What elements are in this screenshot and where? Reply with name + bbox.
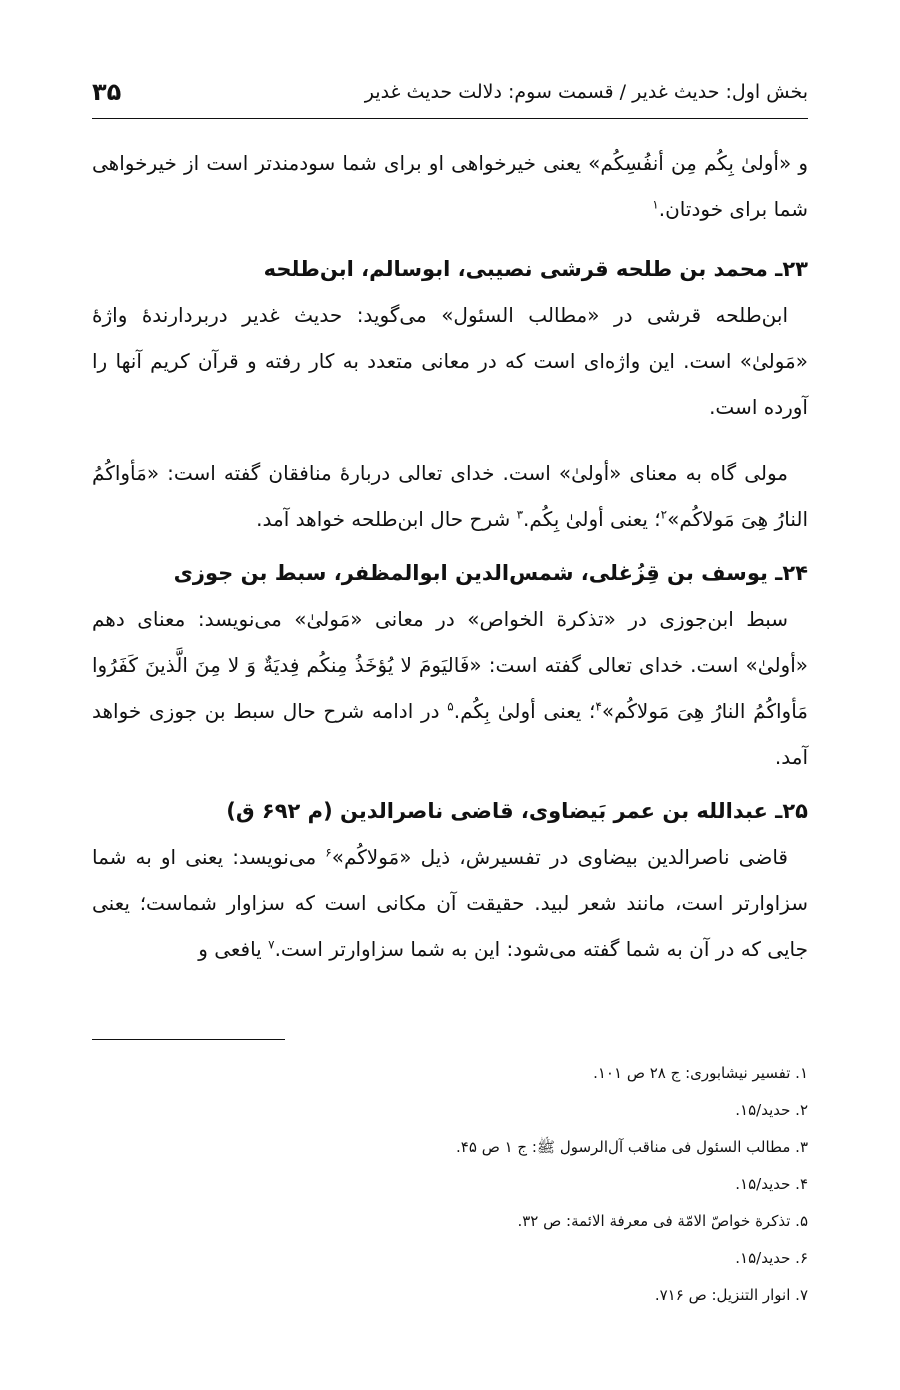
footnote-rule bbox=[92, 1039, 285, 1040]
footnote-ref: ۲ bbox=[660, 507, 668, 522]
paragraph-intro bbox=[92, 140, 808, 232]
section-heading-23: ۲۳ـ محمد بن طلحه قرشی نصیبی، ابوسالم، ابن‌طلحه bbox=[263, 257, 808, 281]
footnote-1: ۱. تفسیر نیشابوری: ج ۲۸ ص ۱۰۱. bbox=[593, 1064, 808, 1082]
header-rule bbox=[92, 118, 808, 119]
paragraph-text: ؛ یعنی أولیٰ بِکُم. bbox=[453, 699, 596, 723]
footnote-ref: ۶ bbox=[325, 845, 332, 860]
paragraph-mawla-meaning bbox=[92, 450, 808, 542]
paragraph-text: شرح حال ابن‌طلحه خواهد آمد. bbox=[256, 507, 517, 531]
section-heading-25: ۲۵ـ عبدالله بن عمر بَیضاوی، قاضی ناصرالدین (م ۶۹۲ ق) bbox=[226, 799, 808, 823]
book-page bbox=[92, 0, 808, 1390]
paragraph-text: ؛ یعنی أولیٰ بِکُم. bbox=[523, 507, 661, 531]
page-number: ۳۵ bbox=[92, 78, 122, 106]
paragraph-text: سبط ابن‌جوزی در «تذکرة الخواص» در معانی «مَولیٰ» می‌نویسد: معنای دهم «أولیٰ» است. خدای تعالی گفته است: «فَالیَومَ لا یُؤخَذُ مِنکُم فِدیَةٌ وَ لا مِنَ الَّذینَ کَفَرُوا مَأواکُمُ النارُ هِیَ مَولاکُم» bbox=[92, 607, 808, 723]
paragraph-text: قاضی ناصرالدین بیضاوی در تفسیرش، ذیل «مَولاکُم» bbox=[331, 845, 788, 869]
paragraph-text: و «أولیٰ بِکُم مِن أنفُسِکُم» یعنی خیرخواهی او برای شما سودمندتر است از خیرخواهی شما برای خودتان. bbox=[92, 151, 808, 221]
section-heading-24: ۲۴ـ یوسف بن قِزُغلی، شمس‌الدین ابوالمظفر، سبط بن جوزی bbox=[173, 561, 808, 585]
footnote-ref: ۱ bbox=[652, 197, 659, 212]
paragraph-text: در ادامه شرح حال سبط بن جوزی خواهد آمد. bbox=[92, 699, 808, 769]
footnote-6: ۶. حدید/۱۵. bbox=[735, 1249, 808, 1267]
paragraph-baydawi bbox=[92, 834, 808, 972]
paragraph-text: یافعی و bbox=[198, 937, 269, 961]
footnote-2: ۲. حدید/۱۵. bbox=[735, 1101, 808, 1119]
page-body bbox=[92, 140, 808, 972]
footnote-ref: ۵ bbox=[447, 699, 454, 714]
page-header bbox=[92, 74, 808, 110]
footnote-ref: ۴ bbox=[595, 699, 602, 714]
footnote-4: ۴. حدید/۱۵. bbox=[735, 1175, 808, 1193]
running-title: بخش اول: حدیث غدیر / قسمت سوم: دلالت حدیث غدیر bbox=[364, 81, 808, 103]
footnote-ref: ۷ bbox=[268, 937, 275, 952]
footnote-ref: ۳ bbox=[516, 507, 524, 522]
paragraph-text: می‌نویسد: یعنی او به شما سزاوارتر است، مانند شعر لبید. حقیقت آن مکانی است که سزاوار شماست؛ یعنی جایی که در آن به شما گفته می‌شود: این به شما سزاوارتر است. bbox=[92, 845, 808, 961]
paragraph-sibt-ibn-jawzi bbox=[92, 596, 808, 780]
footnote-5: ۵. تذکرة خواصّ الامّة فی معرفة الائمة: ص ۳۲. bbox=[517, 1212, 808, 1230]
footnote-3: ۳. مطالب السئول فی مناقب آل‌الرسول ﷺ: ج ۱ ص ۴۵. bbox=[456, 1138, 808, 1156]
paragraph-ibn-talha: ابن‌طلحه قرشی در «مطالب السئول» می‌گوید: حدیث غدیر دربردارندهٔ واژهٔ «مَولیٰ» است. این واژه‌ای است که در معانی متعدد به کار رفته و قرآن کریم آنها را آورده است. bbox=[92, 303, 808, 419]
footnote-7: ۷. انوار التنزیل: ص ۷۱۶. bbox=[654, 1286, 808, 1304]
paragraph-text: مولی گاه به معنای «أولیٰ» است. خدای تعالی دربارهٔ منافقان گفته است: «مَأواکُمُ النارُ هِیَ مَولاکُم» bbox=[92, 461, 808, 531]
footnotes bbox=[92, 1055, 808, 1314]
